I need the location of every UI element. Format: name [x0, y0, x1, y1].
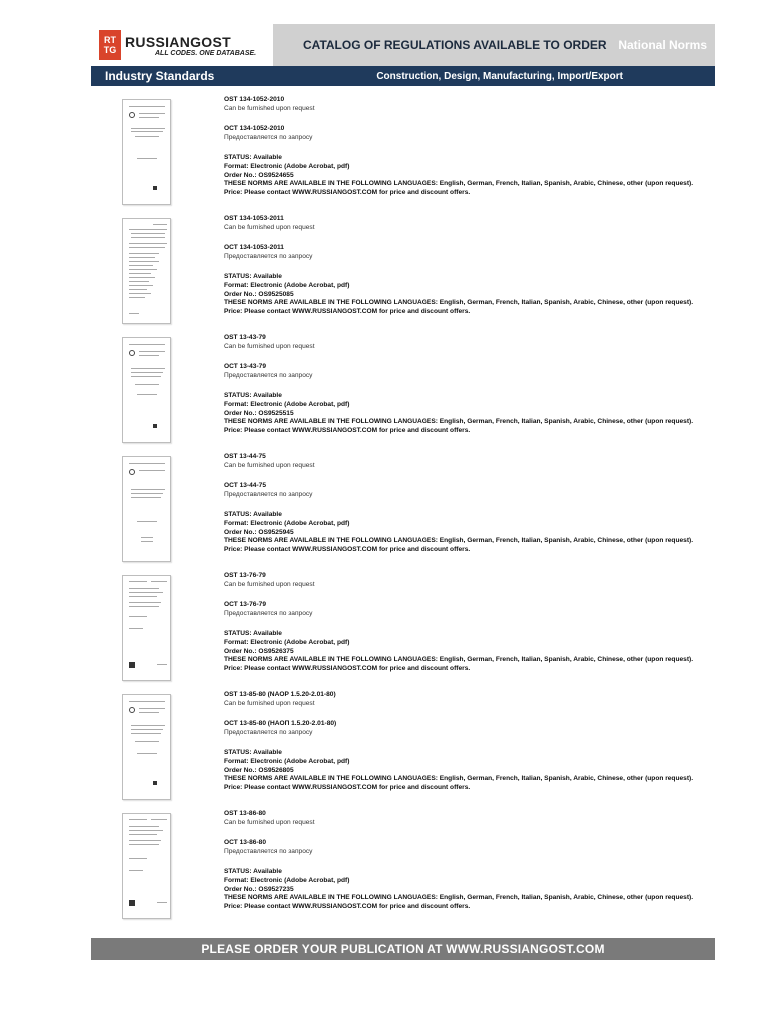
availability-note-ru: Предоставляется по запросу [224, 609, 313, 617]
document-code-ru: ОСТ 134-1053-2011 [224, 244, 284, 252]
availability-note-ru: Предоставляется по запросу [224, 133, 313, 141]
availability-note-en: Can be furnished upon request [224, 818, 315, 826]
logo-mark-bottom: TG [103, 45, 117, 55]
logo-mark-top: RT [104, 35, 116, 45]
document-code-en: OST 13-43-79 [224, 334, 266, 341]
catalog-title: CATALOG OF REGULATIONS AVAILABLE TO ORDER [303, 38, 607, 52]
languages-text: THESE NORMS ARE AVAILABLE IN THE FOLLOWING LANGUAGES: English, German, French, Italian, Spanish, Arabic, Chinese, other (upon request). [224, 418, 694, 426]
format-text: Format: Electronic (Adobe Acrobat, pdf) [224, 757, 350, 765]
languages-text: THESE NORMS ARE AVAILABLE IN THE FOLLOWING LANGUAGES: English, German, French, Italian, Spanish, Arabic, Chinese, other (upon request). [224, 299, 694, 307]
entry-text [224, 334, 714, 435]
order-number: Order No.: OS9526375 [224, 647, 294, 655]
document-code-en: OST 134-1052-2010 [224, 96, 285, 103]
section-title: Industry Standards [105, 69, 215, 83]
format-text: Format: Electronic (Adobe Acrobat, pdf) [224, 519, 350, 527]
order-number: Order No.: OS9526805 [224, 766, 294, 774]
availability-note-en: Can be furnished upon request [224, 699, 315, 707]
entry-text [224, 96, 714, 197]
status-text: STATUS: Available [224, 868, 282, 876]
price-text: Price: Please contact WWW.RUSSIANGOST.COM for price and discount offers. [224, 545, 471, 553]
order-footer-banner[interactable] [91, 938, 715, 960]
status-text: STATUS: Available [224, 511, 282, 519]
logo-text [125, 34, 256, 57]
list-item [122, 96, 714, 215]
document-code-ru: ОСТ 13-44-75 [224, 482, 266, 490]
languages-text: THESE NORMS ARE AVAILABLE IN THE FOLLOWING LANGUAGES: English, German, French, Italian, Spanish, Arabic, Chinese, other (upon request). [224, 775, 694, 783]
status-text: STATUS: Available [224, 154, 282, 162]
page-header [91, 24, 715, 66]
price-text: Price: Please contact WWW.RUSSIANGOST.COM for price and discount offers. [224, 664, 471, 672]
price-text: Price: Please contact WWW.RUSSIANGOST.COM for price and discount offers. [224, 307, 471, 315]
document-code-en: OST 134-1053-2011 [224, 215, 284, 222]
document-code-ru: ОСТ 13-85-80 (НАОП 1.5.20-2.01-80) [224, 720, 337, 728]
availability-note-ru: Предоставляется по запросу [224, 728, 313, 736]
list-item [122, 453, 714, 572]
availability-note-en: Can be furnished upon request [224, 342, 315, 350]
document-code-en: OST 13-76-79 [224, 572, 266, 579]
entry-text [224, 810, 714, 911]
logo-tagline: ALL CODES. ONE DATABASE. [155, 49, 257, 57]
logo-mark-icon [99, 30, 121, 60]
availability-note-en: Can be furnished upon request [224, 461, 315, 469]
footer-text: PLEASE ORDER YOUR PUBLICATION AT WWW.RUSSIANGOST.COM [201, 942, 605, 956]
languages-text: THESE NORMS ARE AVAILABLE IN THE FOLLOWING LANGUAGES: English, German, French, Italian, Spanish, Arabic, Chinese, other (upon request). [224, 894, 694, 902]
document-code-en: OST 13-44-75 [224, 453, 266, 460]
logo [91, 24, 273, 66]
document-thumbnail[interactable] [122, 99, 171, 205]
price-text: Price: Please contact WWW.RUSSIANGOST.COM for price and discount offers. [224, 188, 471, 196]
document-code-ru: ОСТ 134-1052-2010 [224, 125, 285, 133]
availability-note-ru: Предоставляется по запросу [224, 847, 313, 855]
emblem-icon [129, 350, 135, 356]
document-code-ru: ОСТ 13-76-79 [224, 601, 266, 609]
document-code-ru: ОСТ 13-43-79 [224, 363, 266, 371]
emblem-icon [129, 469, 135, 475]
document-code-en: OST 13-86-80 [224, 810, 266, 817]
entry-text [224, 215, 714, 316]
price-text: Price: Please contact WWW.RUSSIANGOST.COM for price and discount offers. [224, 902, 471, 910]
status-text: STATUS: Available [224, 273, 282, 281]
list-item [122, 810, 714, 929]
availability-note-ru: Предоставляется по запросу [224, 371, 313, 379]
list-item [122, 215, 714, 334]
list-item [122, 334, 714, 453]
entry-text [224, 691, 714, 792]
languages-text: THESE NORMS ARE AVAILABLE IN THE FOLLOWING LANGUAGES: English, German, French, Italian, Spanish, Arabic, Chinese, other (upon request). [224, 537, 694, 545]
document-thumbnail[interactable] [122, 218, 171, 324]
document-thumbnail[interactable] [122, 813, 171, 919]
status-text: STATUS: Available [224, 749, 282, 757]
list-item [122, 572, 714, 691]
availability-note-en: Can be furnished upon request [224, 580, 315, 588]
format-text: Format: Electronic (Adobe Acrobat, pdf) [224, 876, 350, 884]
price-text: Price: Please contact WWW.RUSSIANGOST.COM for price and discount offers. [224, 783, 471, 791]
emblem-icon [129, 707, 135, 713]
document-code-en: OST 13-85-80 (NAOP 1.5.20-2.01-80) [224, 691, 336, 698]
order-number: Order No.: OS9524655 [224, 171, 294, 179]
entry-text [224, 453, 714, 554]
status-text: STATUS: Available [224, 392, 282, 400]
entry-list [122, 96, 714, 929]
format-text: Format: Electronic (Adobe Acrobat, pdf) [224, 162, 350, 170]
availability-note-en: Can be furnished upon request [224, 223, 315, 231]
document-thumbnail[interactable] [122, 456, 171, 562]
document-thumbnail[interactable] [122, 337, 171, 443]
order-number: Order No.: OS9525085 [224, 290, 294, 298]
logo-name: RUSSIANGOST [125, 33, 231, 50]
document-thumbnail[interactable] [122, 575, 171, 681]
format-text: Format: Electronic (Adobe Acrobat, pdf) [224, 400, 350, 408]
catalog-bar [273, 24, 715, 66]
availability-note-en: Can be furnished upon request [224, 104, 315, 112]
document-thumbnail[interactable] [122, 694, 171, 800]
languages-text: THESE NORMS ARE AVAILABLE IN THE FOLLOWING LANGUAGES: English, German, French, Italian, Spanish, Arabic, Chinese, other (upon request). [224, 180, 694, 188]
section-header [91, 66, 715, 86]
format-text: Format: Electronic (Adobe Acrobat, pdf) [224, 638, 350, 646]
availability-note-ru: Предоставляется по запросу [224, 490, 313, 498]
order-number: Order No.: OS9527235 [224, 885, 294, 893]
price-text: Price: Please contact WWW.RUSSIANGOST.COM for price and discount offers. [224, 426, 471, 434]
section-subtitle: Construction, Design, Manufacturing, Import/Export [376, 70, 623, 82]
languages-text: THESE NORMS ARE AVAILABLE IN THE FOLLOWING LANGUAGES: English, German, French, Italian, Spanish, Arabic, Chinese, other (upon request). [224, 656, 694, 664]
order-number: Order No.: OS9525945 [224, 528, 294, 536]
order-number: Order No.: OS9525515 [224, 409, 294, 417]
document-code-ru: ОСТ 13-86-80 [224, 839, 266, 847]
format-text: Format: Electronic (Adobe Acrobat, pdf) [224, 281, 350, 289]
emblem-icon [129, 112, 135, 118]
availability-note-ru: Предоставляется по запросу [224, 252, 313, 260]
catalog-category: National Norms [618, 38, 707, 52]
entry-text [224, 572, 714, 673]
list-item [122, 691, 714, 810]
status-text: STATUS: Available [224, 630, 282, 638]
